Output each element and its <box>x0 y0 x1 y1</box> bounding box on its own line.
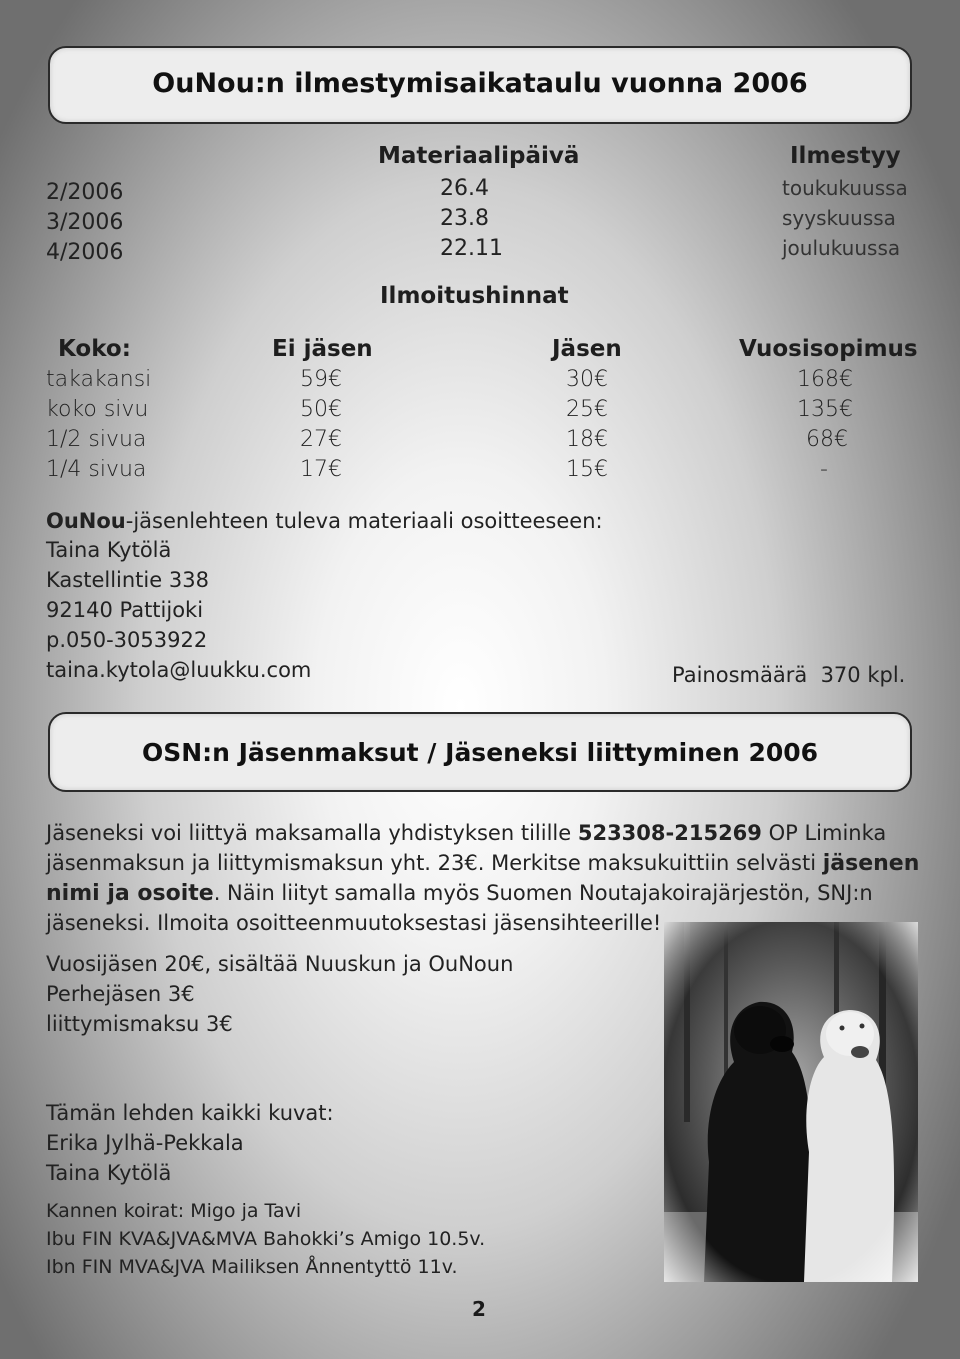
schedule-issue: 4/2006 <box>46 240 124 265</box>
membership-text: OP Liminka <box>761 821 887 845</box>
membership-title-box <box>48 712 912 792</box>
price-row-member: 15€ <box>566 457 608 482</box>
price-header-annual: Vuosisopimus <box>739 336 918 362</box>
contact-email[interactable]: taina.kytola@luukku.com <box>46 658 312 682</box>
contact-postal: 92140 Pattijoki <box>46 598 204 622</box>
print-run: Painosmäärä 370 kpl. <box>672 663 906 687</box>
photo-credit-name: Taina Kytölä <box>46 1161 172 1185</box>
membership-title: OSN:n Jäsenmaksut / Jäseneksi liittyminen 2006 <box>141 738 819 767</box>
price-row-nonmember: 59€ <box>300 367 342 392</box>
price-row-nonmember: 17€ <box>300 457 342 482</box>
contact-intro <box>46 506 603 536</box>
page-number: 2 <box>472 1297 486 1321</box>
dogs-illustration <box>664 922 918 1282</box>
membership-text: jäsenmaksun ja liittymismaksun yht. 23€. Merkitse maksukuittiin selvästi <box>46 851 823 875</box>
price-row-annual: 68€ <box>806 427 848 452</box>
material-date-header: Materiaalipäivä <box>378 143 580 169</box>
photo-credit-name: Erika Jylhä-Pekkala <box>46 1131 244 1155</box>
bank-account: 523308-215269 <box>577 821 762 845</box>
membership-bold: jäsenen <box>822 851 920 876</box>
price-row-member: 18€ <box>566 427 608 452</box>
price-row-nonmember: 27€ <box>300 427 342 452</box>
schedule-published: toukukuussa <box>782 176 908 200</box>
brand-name: OuNou <box>46 509 126 533</box>
contact-name: Taina Kytölä <box>46 538 172 562</box>
membership-text: Jäseneksi voi liittyä maksamalla yhdistyksen tilille <box>46 821 578 845</box>
prices-title: Ilmoitushinnat <box>380 283 569 309</box>
price-row-size: 1/2 sivua <box>46 427 147 452</box>
membership-line-2 <box>46 848 919 879</box>
price-header-member: Jäsen <box>552 336 622 362</box>
contact-intro-text: -jäsenlehteen tuleva materiaali osoitteeseen: <box>125 509 603 533</box>
price-row-size: takakansi <box>46 367 152 392</box>
photo-credit-label: Tämän lehden kaikki kuvat: <box>46 1101 334 1125</box>
membership-line-3 <box>46 878 873 909</box>
fee-joining: liittymismaksu 3€ <box>46 1012 233 1036</box>
contact-phone: p.050-3053922 <box>46 628 208 652</box>
price-row-annual: 168€ <box>797 367 853 392</box>
schedule-material-date: 22.11 <box>440 236 503 261</box>
schedule-material-date: 23.8 <box>440 206 489 231</box>
price-row-size: 1/4 sivua <box>46 457 147 482</box>
price-row-member: 25€ <box>566 397 608 422</box>
price-row-size: koko sivu <box>46 397 149 422</box>
contact-street: Kastellintie 338 <box>46 568 209 592</box>
dogs-photo <box>664 922 918 1282</box>
cover-dogs: Kannen koirat: Migo ja Tavi <box>46 1200 302 1222</box>
schedule-title: OuNou:n ilmestymisaikataulu vuonna 2006 <box>152 68 808 99</box>
price-row-nonmember: 50€ <box>300 397 342 422</box>
price-row-annual: 135€ <box>797 397 853 422</box>
price-header-nonmember: Ei jäsen <box>272 336 373 362</box>
schedule-material-date: 26.4 <box>440 176 489 201</box>
schedule-title-box <box>48 46 912 124</box>
schedule-published: joulukuussa <box>782 236 901 260</box>
membership-text: . Näin liityt samalla myös Suomen Noutajakoirajärjestön, SNJ:n <box>213 881 873 905</box>
fee-annual: Vuosijäsen 20€, sisältää Nuuskun ja OuNoun <box>46 952 514 976</box>
schedule-issue: 3/2006 <box>46 210 124 235</box>
schedule-published: syyskuussa <box>782 206 896 230</box>
cover-dog-1: Ibu FIN KVA&JVA&MVA Bahokki’s Amigo 10.5v. <box>46 1228 486 1250</box>
price-header-size: Koko: <box>58 336 131 362</box>
membership-line-4: jäseneksi. Ilmoita osoitteenmuutoksestasi jäsensihteerille! <box>46 911 662 935</box>
fee-family: Perhejäsen 3€ <box>46 982 195 1006</box>
membership-bold: nimi ja osoite <box>46 881 214 906</box>
schedule-issue: 2/2006 <box>46 180 124 205</box>
price-row-member: 30€ <box>566 367 608 392</box>
cover-dog-2: Ibn FIN MVA&JVA Mailiksen Ånnentyttö 11v. <box>46 1256 458 1278</box>
price-row-annual: - <box>820 457 828 482</box>
membership-line-1 <box>46 818 886 848</box>
published-header: Ilmestyy <box>790 143 901 169</box>
